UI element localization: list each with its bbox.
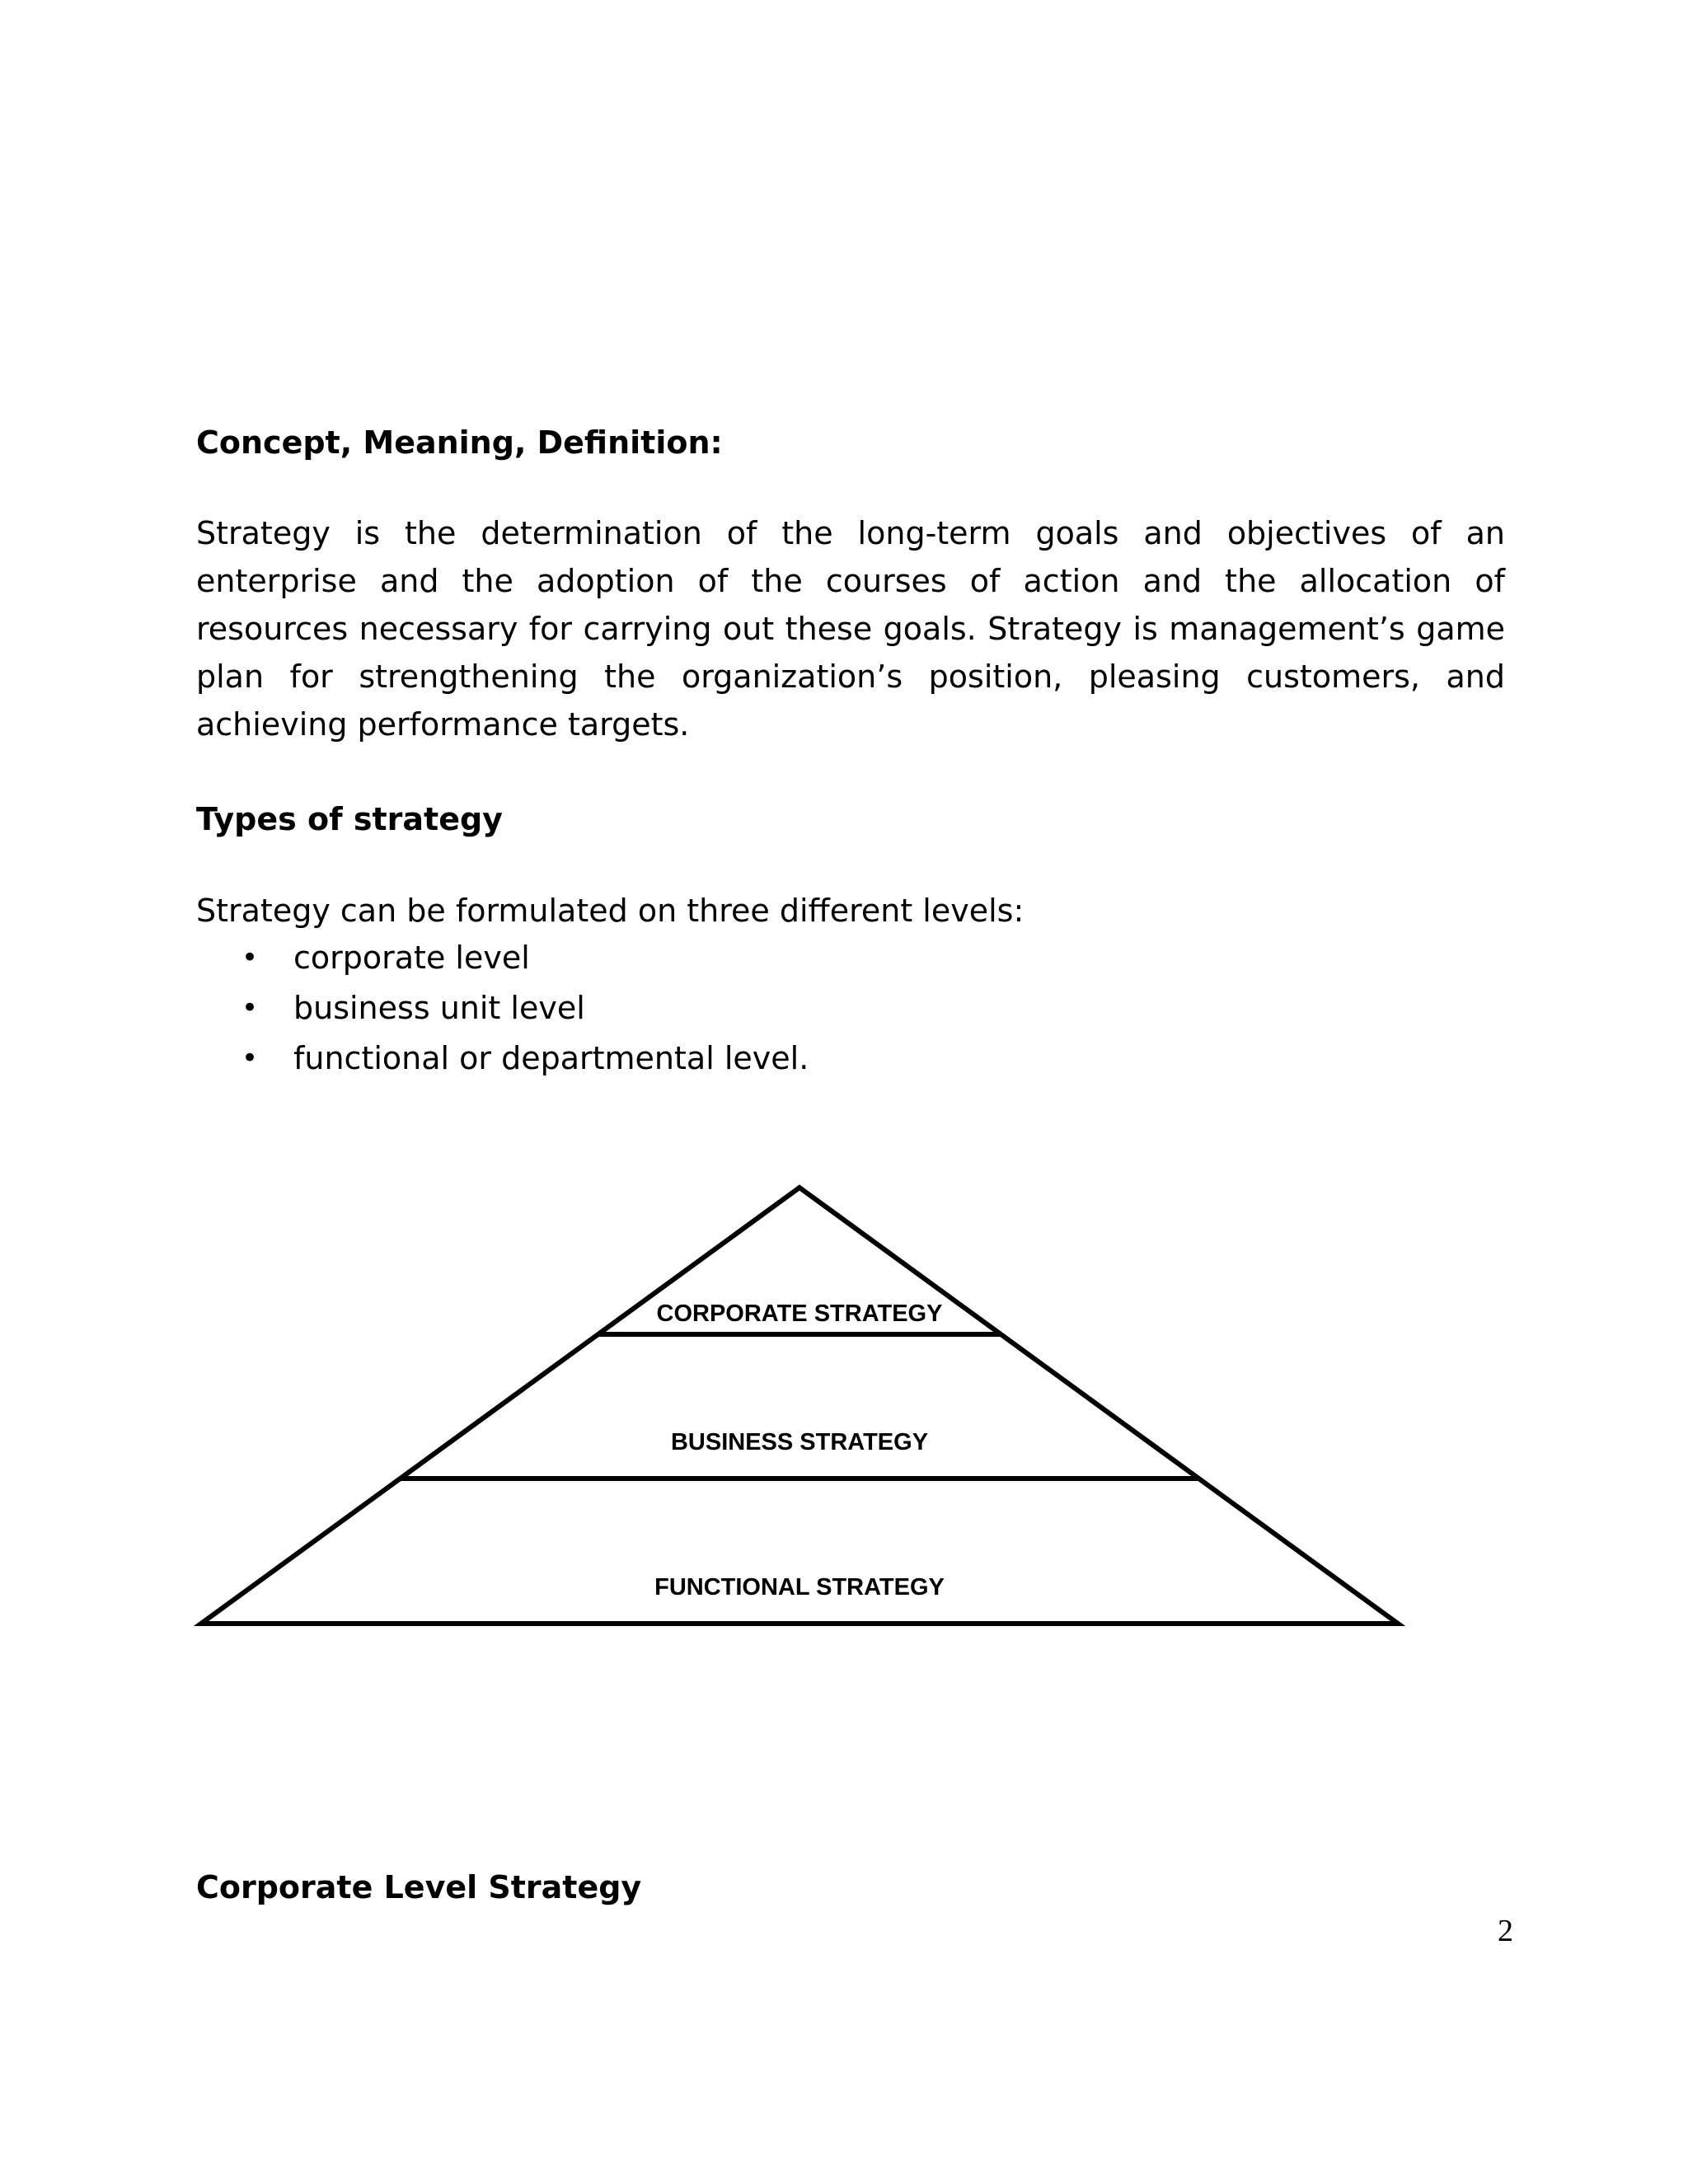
list-item: • business unit level	[196, 983, 809, 1033]
types-heading: Types of strategy	[196, 801, 503, 837]
concept-heading: Concept, Meaning, Definition:	[196, 424, 723, 461]
corporate-level-heading: Corporate Level Strategy	[196, 1869, 642, 1905]
tier-label-corporate: CORPORATE STRATEGY	[656, 1301, 943, 1327]
list-item: • corporate level	[196, 933, 809, 983]
list-item: • functional or departmental level.	[196, 1033, 809, 1084]
tier-label-business: BUSINESS STRATEGY	[670, 1429, 929, 1455]
pyramid-outline	[201, 1188, 1398, 1624]
types-intro: Strategy can be formulated on three different levels:	[196, 893, 1025, 929]
page-number: 2	[1498, 1914, 1513, 1948]
definition-paragraph: Strategy is the determination of the long-term goals and objectives of an enterprise and the adoption of the courses of action and the allocation of resources necessary for carrying out these goals. Strategy is management’s game plan for strengthening the organization’s position, pleasing customers, and achieving performance targets.	[196, 515, 1505, 743]
tier-label-functional: FUNCTIONAL STRATEGY	[654, 1574, 945, 1601]
